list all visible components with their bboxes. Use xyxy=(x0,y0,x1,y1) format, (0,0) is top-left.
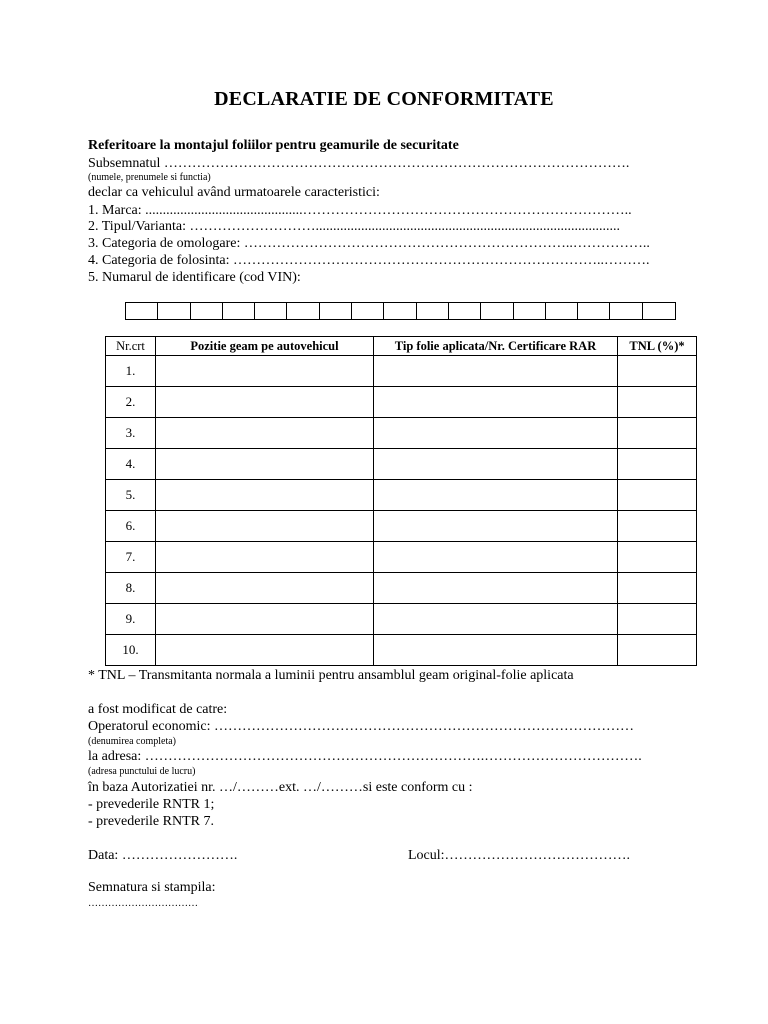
vin-box xyxy=(610,303,642,319)
signature-label: Semnatura si stampila: xyxy=(88,880,216,895)
row-number: 9. xyxy=(106,604,156,635)
header-pozitie-geam: Pozitie geam pe autovehicul xyxy=(156,337,374,356)
cell-tnl xyxy=(618,480,697,511)
table-row xyxy=(106,573,697,604)
row-number: 10. xyxy=(106,635,156,666)
header-nr-crt: Nr.crt xyxy=(106,337,156,356)
row-number: 7. xyxy=(106,542,156,573)
field-cod-vin: 5. Numarul de identificare (cod VIN): xyxy=(88,270,301,285)
cell-tnl xyxy=(618,387,697,418)
row-number: 6. xyxy=(106,511,156,542)
subsemnatul-hint: (numele, prenumele si functia) xyxy=(88,172,211,183)
cell-tip-folie xyxy=(374,480,618,511)
table-row xyxy=(106,604,697,635)
date-field: Data: ……………………. xyxy=(88,848,238,863)
vin-box xyxy=(481,303,513,319)
operator-line: Operatorul economic: ……………………………………………………………………………… xyxy=(88,719,634,734)
cell-tnl xyxy=(618,604,697,635)
vin-box xyxy=(223,303,255,319)
field-marca: 1. Marca: .............................................…………………………………………………………….. xyxy=(88,203,632,218)
row-number: 5. xyxy=(106,480,156,511)
modification-intro: a fost modificat de catre: xyxy=(88,702,228,717)
row-number: 4. xyxy=(106,449,156,480)
table-header-row xyxy=(106,337,697,356)
vin-box xyxy=(255,303,287,319)
vin-box xyxy=(352,303,384,319)
cell-tip-folie xyxy=(374,542,618,573)
table-row xyxy=(106,542,697,573)
cell-tnl xyxy=(618,573,697,604)
signature-line: …………………………… xyxy=(88,898,198,909)
cell-tnl xyxy=(618,635,697,666)
authorization-line: în baza Autorizatiei nr. …/………ext. …/………si este conform cu : xyxy=(88,780,473,795)
cell-tnl xyxy=(618,356,697,387)
glazing-table xyxy=(105,336,697,666)
row-number: 2. xyxy=(106,387,156,418)
cell-tnl xyxy=(618,418,697,449)
vin-box xyxy=(287,303,319,319)
row-number: 1. xyxy=(106,356,156,387)
vin-box xyxy=(384,303,416,319)
vin-boxes xyxy=(125,302,676,320)
table-row xyxy=(106,387,697,418)
table-row xyxy=(106,635,697,666)
cell-tip-folie xyxy=(374,356,618,387)
vin-box xyxy=(126,303,158,319)
cell-pozitie xyxy=(156,356,374,387)
row-number: 8. xyxy=(106,573,156,604)
cell-tnl xyxy=(618,542,697,573)
cell-tip-folie xyxy=(374,635,618,666)
vin-box xyxy=(320,303,352,319)
cell-pozitie xyxy=(156,542,374,573)
vin-box xyxy=(158,303,190,319)
tnl-footnote: * TNL – Transmitanta normala a luminii pentru ansamblul geam original-folie aplicata xyxy=(88,668,574,683)
row-number: 3. xyxy=(106,418,156,449)
header-tnl: TNL (%)* xyxy=(618,337,697,356)
vin-box xyxy=(578,303,610,319)
cell-pozitie xyxy=(156,604,374,635)
header-tip-folie: Tip folie aplicata/Nr. Certificare RAR xyxy=(374,337,618,356)
cell-pozitie xyxy=(156,387,374,418)
declar-line: declar ca vehiculul având urmatoarele caracteristici: xyxy=(88,185,380,200)
subsemnatul-line: Subsemnatul ………………………………………………………………………………………. xyxy=(88,156,630,171)
cell-tip-folie xyxy=(374,604,618,635)
table-row xyxy=(106,356,697,387)
cell-tip-folie xyxy=(374,449,618,480)
table-row xyxy=(106,511,697,542)
cell-tip-folie xyxy=(374,387,618,418)
address-hint: (adresa punctului de lucru) xyxy=(88,766,196,777)
vin-box xyxy=(449,303,481,319)
rntr7-line: - prevederile RNTR 7. xyxy=(88,814,214,829)
cell-pozitie xyxy=(156,635,374,666)
cell-tip-folie xyxy=(374,573,618,604)
document-title: DECLARATIE DE CONFORMITATE xyxy=(214,88,554,110)
document-subtitle: Referitoare la montajul foliilor pentru geamurile de securitate xyxy=(88,138,459,153)
cell-pozitie xyxy=(156,511,374,542)
place-field: Locul:…………………………………. xyxy=(408,848,631,863)
cell-tip-folie xyxy=(374,511,618,542)
rntr1-line: - prevederile RNTR 1; xyxy=(88,797,215,812)
vin-box xyxy=(643,303,675,319)
field-tip-varianta: 2. Tipul/Varianta: ………………………....................................................................................... xyxy=(88,219,621,234)
cell-pozitie xyxy=(156,480,374,511)
vin-box xyxy=(514,303,546,319)
cell-pozitie xyxy=(156,449,374,480)
cell-pozitie xyxy=(156,573,374,604)
vin-box xyxy=(417,303,449,319)
vin-box xyxy=(191,303,223,319)
field-categoria-omologare: 3. Categoria de omologare: ……………………………………………………………..…………….. xyxy=(88,236,650,251)
cell-tnl xyxy=(618,449,697,480)
address-line: la adresa: ……………………………………………………………….……………………………. xyxy=(88,749,642,764)
table-row xyxy=(106,449,697,480)
cell-tnl xyxy=(618,511,697,542)
field-categoria-folosinta: 4. Categoria de folosinta: ……………………………………………………………………..………. xyxy=(88,253,650,268)
table-row xyxy=(106,418,697,449)
cell-pozitie xyxy=(156,418,374,449)
table-row xyxy=(106,480,697,511)
vin-box xyxy=(546,303,578,319)
cell-tip-folie xyxy=(374,418,618,449)
operator-hint: (denumirea completa) xyxy=(88,736,177,747)
